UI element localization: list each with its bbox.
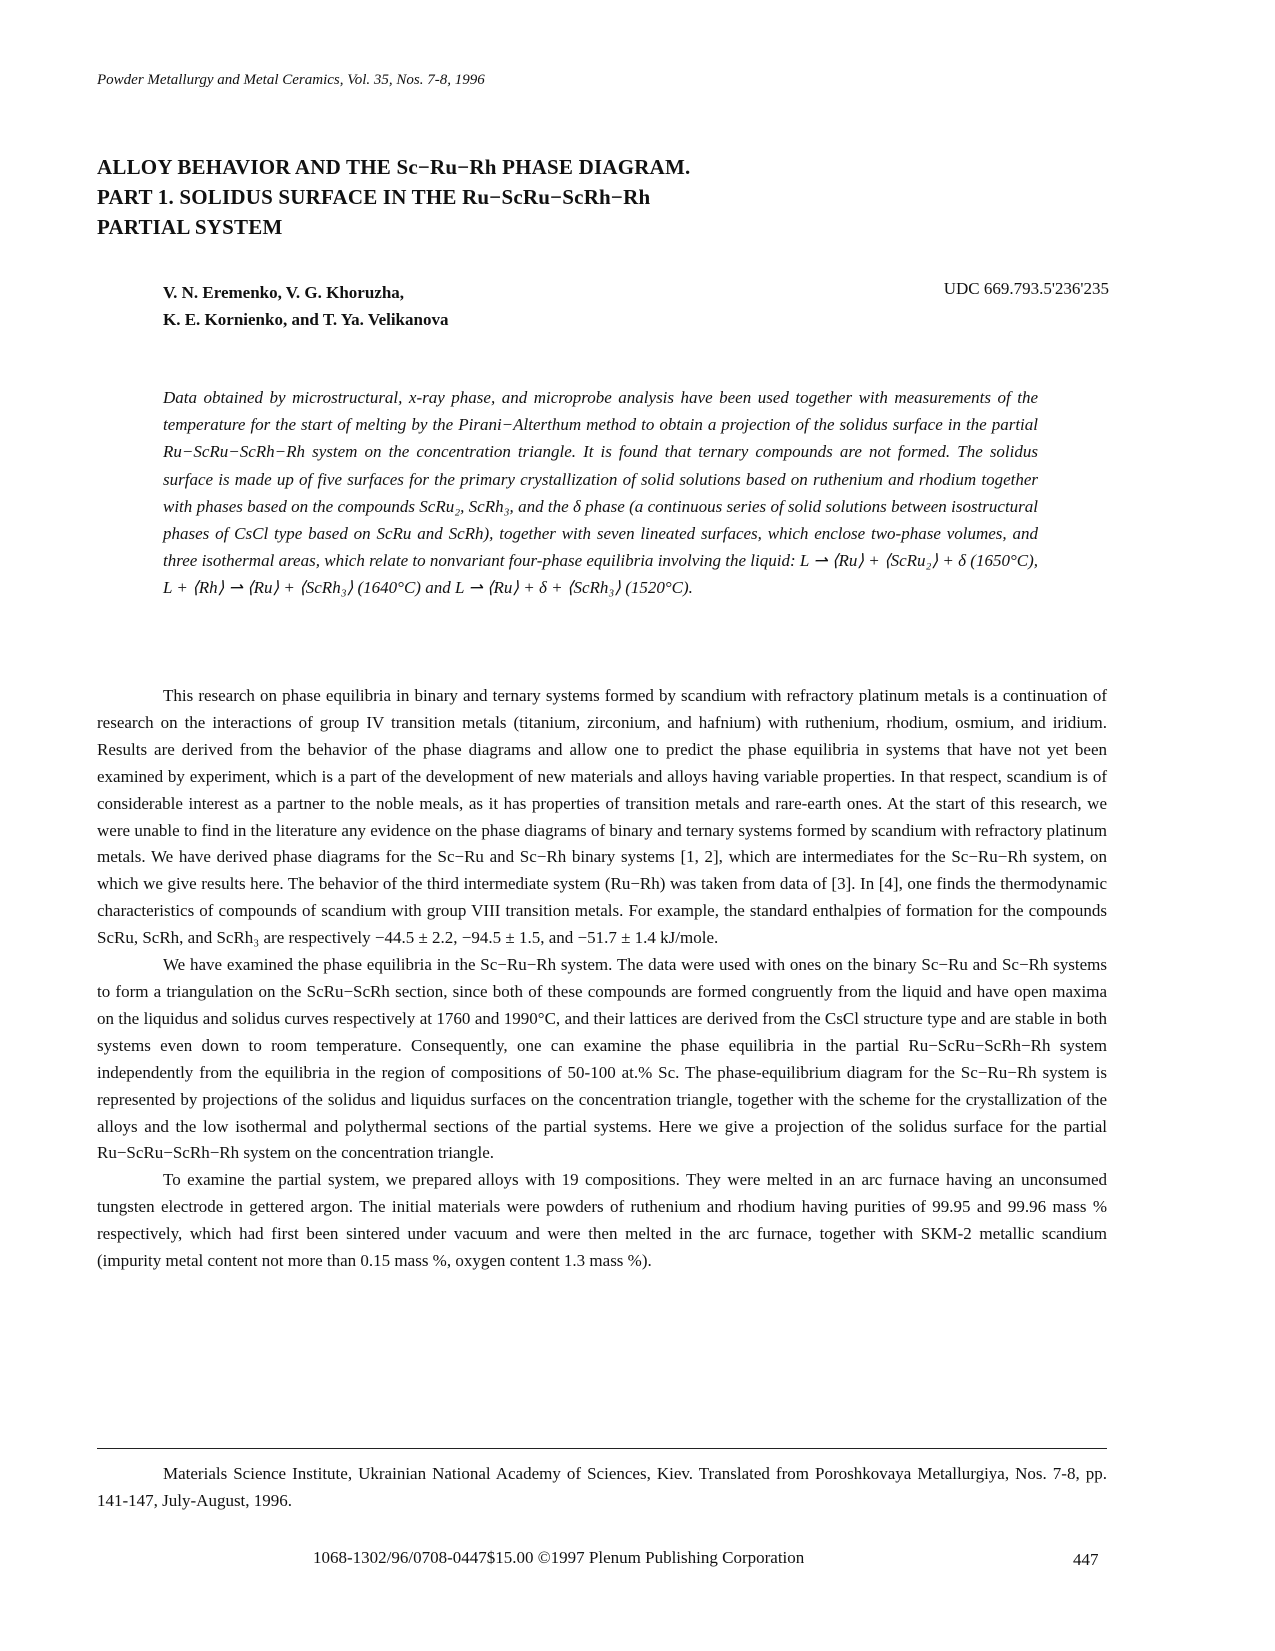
title-line-2: PART 1. SOLIDUS SURFACE IN THE Ru−ScRu−ScRh−Rh (97, 185, 651, 209)
authors-line-1: V. N. Eremenko, V. G. Khoruzha, (163, 283, 405, 302)
body-paragraph-2: We have examined the phase equilibria in the Sc−Ru−Rh system. The data were used with ones on the binary Sc−Ru and Sc−Rh systems to form a triangulation on the ScRu−ScRh section, since both of these compounds are formed congruently from the liquid and have open maxima on the liquidus and solidus curves respectively at 1760 and 1990°C, and their lattices are derived from the CsCl structure type and are stable in both systems even down to room temperature. Consequently, one can examine the phase equilibria in the partial Ru−ScRu−ScRh−Rh system independently from the equilibria in the region of compositions of 50-100 at.% Sc. The phase-equilibrium diagram for the Sc−Ru−Rh system is represented by projections of the solidus and liquidus surfaces on the concentration triangle, together with the scheme for the crystallization of the alloys and the low isothermal and polythermal sections of the partial systems. Here we give a projection of the solidus surface for the partial Ru−ScRu−ScRh−Rh system on the concentration triangle. (97, 955, 1107, 1163)
journal-header: Powder Metallurgy and Metal Ceramics, Vol. 35, Nos. 7-8, 1996 (97, 72, 485, 88)
title-line-3: PARTIAL SYSTEM (97, 215, 283, 239)
body-paragraph-1: This research on phase equilibria in binary and ternary systems formed by scandium with refractory platinum metals is a continuation of research on the interactions of group IV transition metals (titanium, zirconium, and hafnium) with ruthenium, rhodium, osmium, and iridium. Results are derived from the behavior of the phase diagrams and allow one to predict the phase equilibria in systems that have not yet been examined by experiment, which is a part of the development of new materials and alloys having variable properties. In that respect, scandium is of considerable interest as a partner to the noble meals, as it has properties of transition metals and rare-earth ones. At the start of this research, we were unable to find in the literature any evidence on the phase diagrams of binary and ternary systems formed by scandium with refractory platinum metals. We have derived phase diagrams for the Sc−Ru and Sc−Rh binary systems [1, 2], which are intermediates for the Sc−Ru−Rh system, on which we give results here. The behavior of the third intermediate system (Ru−Rh) was taken from data of [3]. In [4], one finds the thermodynamic characteristics of compounds of scandium with group VIII transition metals. For example, the standard enthalpies of formation for the compounds ScRu, ScRh, and ScRh₃ are respectively −44.5 ± 2.2, −94.5 ± 1.5, and −51.7 ± 1.4 kJ/mole. (97, 686, 1107, 948)
footnote-text: Materials Science Institute, Ukrainian National Academy of Sciences, Kiev. Translated from Poroshkovaya Metallurgiya, Nos. 7-8, pp. 141-147, July-August, 1996. (97, 1464, 1107, 1510)
copyright-line: 1068-1302/96/0708-0447$15.00 ©1997 Plenum Publishing Corporation (313, 1548, 805, 1567)
article-title (97, 152, 690, 242)
body-paragraph-3: To examine the partial system, we prepared alloys with 19 compositions. They were melted in an arc furnace having an unconsumed tungsten electrode in gettered argon. The initial materials were powders of ruthenium and rhodium having purities of 99.95 and 99.96 mass % respectively, which had first been sintered under vacuum and were then melted in the arc furnace, together with SKM-2 metallic scandium (impurity metal content not more than 0.15 mass %, oxygen content 1.3 mass %). (97, 1170, 1107, 1271)
footnote (97, 1460, 1107, 1514)
udc-code: UDC 669.793.5'236'235 (943, 279, 1109, 298)
authors (163, 279, 448, 333)
page-number: 447 (1073, 1550, 1099, 1569)
title-line-1: ALLOY BEHAVIOR AND THE Sc−Ru−Rh PHASE DIAGRAM. (97, 155, 691, 179)
abstract: Data obtained by microstructural, x-ray phase, and microprobe analysis have been used together with measurements of the temperature for the start of melting by the Pirani−Alterthum method to obtain a projection of the solidus surface in the partial Ru−ScRu−ScRh−Rh system on the concentration triangle. It is found that ternary compounds are not formed. The solidus surface is made up of five surfaces for the primary crystallization of solid solutions based on ruthenium and rhodium together with phases based on the compounds ScRu₂, ScRh₃, and the δ phase (a continuous series of solid solutions between isostructural phases of CsCl type based on ScRu and ScRh), together with seven lineated surfaces, which enclose two-phase volumes, and three isothermal areas, which relate to nonvariant four-phase equilibria involving the liquid: L ⇀ ⟨Ru⟩ + ⟨ScRu₂⟩ + δ (1650°C), L + ⟨Rh⟩ ⇀ ⟨Ru⟩ + ⟨ScRh₃⟩ (1640°C) and L ⇀ ⟨Ru⟩ + δ + ⟨ScRh₃⟩ (1520°C). (163, 388, 1038, 598)
body-text (97, 683, 1107, 1275)
authors-line-2: K. E. Kornienko, and T. Ya. Velikanova (163, 310, 449, 329)
footnote-divider (97, 1448, 1107, 1449)
